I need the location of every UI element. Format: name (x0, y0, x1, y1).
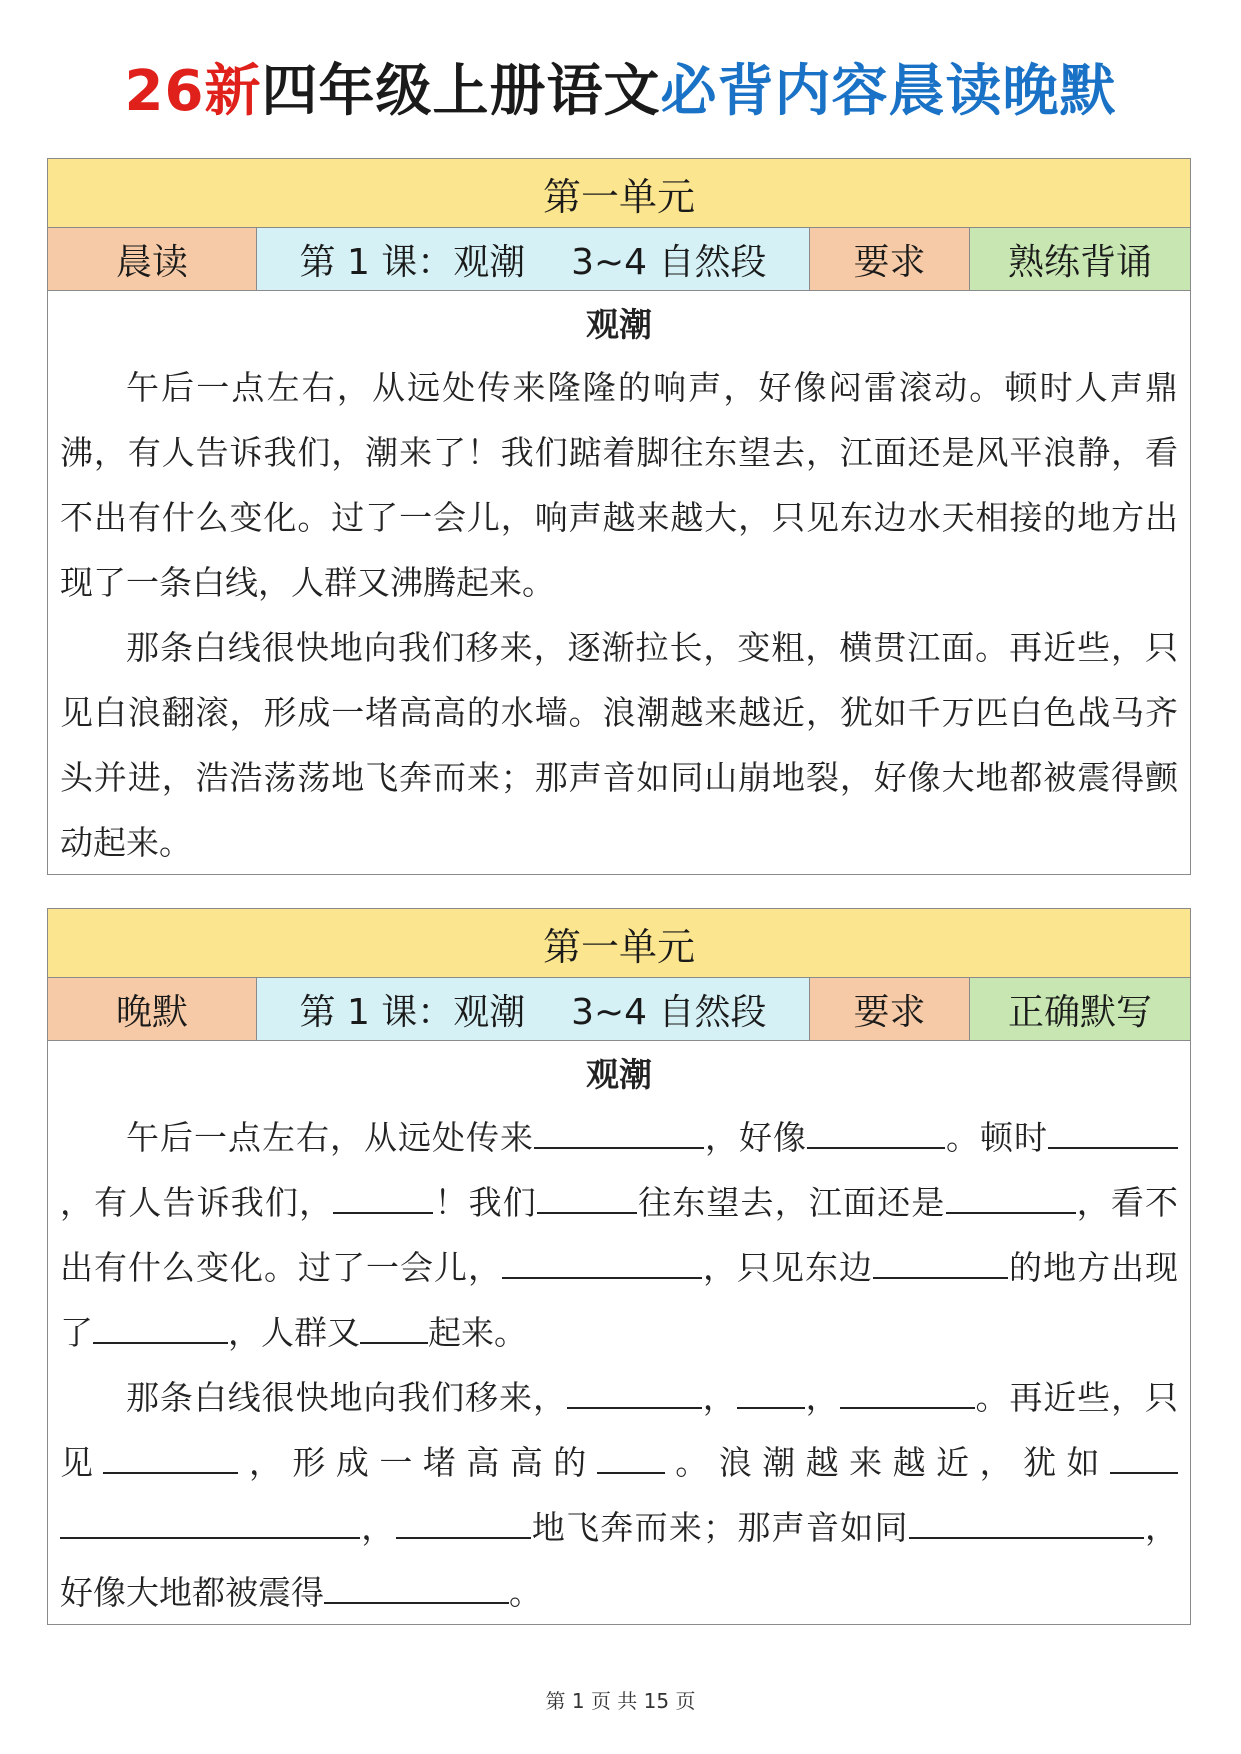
text-segment: ，看不出有什么变化。过了一会儿， (60, 1183, 1179, 1287)
unit-header: 第一单元 (48, 159, 1190, 228)
text-segment: ，人群又 (228, 1313, 360, 1352)
text-segment: 往东望去，江面还是 (636, 1183, 946, 1222)
fill-blank[interactable] (840, 1367, 975, 1409)
text-segment: ，好像大地都被震得 (60, 1508, 1179, 1612)
essay-body (48, 291, 1190, 875)
unit-header: 第一单元 (48, 909, 1190, 978)
text-segment: ， (804, 1378, 840, 1417)
fill-blank[interactable] (1078, 1107, 1178, 1149)
fill-blank[interactable] (93, 1302, 228, 1344)
text-segment: 地飞奔而来；那声音如同 (530, 1508, 909, 1547)
fill-blank[interactable] (537, 1172, 637, 1214)
requirement-value: 熟练背诵 (970, 228, 1190, 290)
text-segment: ，好像 (704, 1118, 807, 1157)
text-segment: ，只见东边 (702, 1248, 873, 1287)
text-segment: 午后一点左右，从远处传来 (126, 1118, 534, 1157)
requirement-label: 要求 (810, 228, 970, 290)
fill-blank[interactable] (60, 1497, 360, 1539)
mode-cell: 晨读 (48, 228, 257, 290)
fill-blank[interactable] (807, 1107, 945, 1149)
text-segment: 。顿时 (945, 1118, 1048, 1157)
text-segment: ，形成一堵高高的 (238, 1443, 597, 1482)
paragraph-2: 那条白线很快地向我们移来，逐渐拉长，变粗，横贯江面。再近些，只见白浪翻滚，形成一堵高高的水墙。浪潮越来越近，犹如千万匹白色战马齐头并进，浩浩荡荡地飞奔而来；那声音如同山崩地裂，好像大地都被震得颤动起来。 (60, 628, 1178, 862)
fill-blank[interactable] (946, 1172, 976, 1214)
fill-blank[interactable] (737, 1367, 805, 1409)
fill-blank[interactable] (324, 1562, 509, 1604)
fill-blank[interactable] (597, 1432, 665, 1474)
requirement-label: 要求 (810, 978, 970, 1040)
fill-paragraph-2 (60, 1365, 1178, 1625)
fill-paragraph-1 (60, 1105, 1178, 1365)
fill-blank[interactable] (360, 1302, 428, 1344)
evening-dictation-card (47, 908, 1191, 1625)
fill-blank[interactable] (567, 1367, 702, 1409)
essay-body (48, 1041, 1190, 1625)
mode-cell: 晚默 (48, 978, 257, 1040)
morning-reading-card (47, 158, 1191, 875)
text-segment: 起来。 (428, 1313, 527, 1352)
fill-blank[interactable] (333, 1172, 433, 1214)
text-segment: ， (701, 1378, 737, 1417)
fill-blank[interactable] (1110, 1432, 1178, 1474)
page-footer: 第 1 页 共 15 页 (545, 1689, 696, 1713)
title-red-part: 26新 (124, 59, 262, 124)
fill-blank[interactable] (976, 1172, 1076, 1214)
lesson-cell: 第 1 课：观潮 3~4 自然段 (257, 978, 810, 1040)
text-segment: 。再近些，只见 (60, 1378, 1179, 1482)
title-blue-part: 必背内容晨读晚默 (660, 59, 1117, 124)
fill-blank[interactable] (1048, 1107, 1078, 1149)
fill-blank[interactable] (873, 1237, 1008, 1279)
text-segment: 那条白线很快地向我们移来， (126, 1378, 567, 1417)
lesson-cell: 第 1 课：观潮 3~4 自然段 (257, 228, 810, 290)
paragraph-1: 午后一点左右，从远处传来隆隆的响声，好像闷雷滚动。顿时人声鼎沸，有人告诉我们，潮来了！我们踮着脚往东望去，江面还是风平浪静，看不出有什么变化。过了一会儿，响声越来越大，只见东边水天相接的地方出现了一条白线，人群又沸腾起来。 (60, 368, 1178, 602)
fill-blank[interactable] (1009, 1497, 1144, 1539)
fill-blank[interactable] (502, 1237, 702, 1279)
essay-title: 观潮 (586, 305, 652, 344)
page-title (0, 52, 1241, 132)
requirement-value: 正确默写 (970, 978, 1190, 1040)
text-segment: ， (360, 1508, 396, 1547)
text-segment: ，有人告诉我们， (60, 1183, 334, 1222)
essay-title: 观潮 (586, 1055, 652, 1094)
fill-blank[interactable] (909, 1497, 1009, 1539)
text-segment: 。 (509, 1573, 542, 1612)
fill-blank[interactable] (534, 1107, 704, 1149)
info-row (48, 228, 1190, 291)
text-segment: 。浪潮越来越近，犹如 (664, 1443, 1111, 1482)
fill-blank[interactable] (396, 1497, 531, 1539)
fill-blank[interactable] (103, 1432, 238, 1474)
info-row (48, 978, 1190, 1041)
title-black-part: 四年级上册语文 (261, 59, 661, 124)
text-segment: ！我们 (433, 1183, 537, 1222)
text-segment: 的地方出现了 (60, 1248, 1178, 1352)
